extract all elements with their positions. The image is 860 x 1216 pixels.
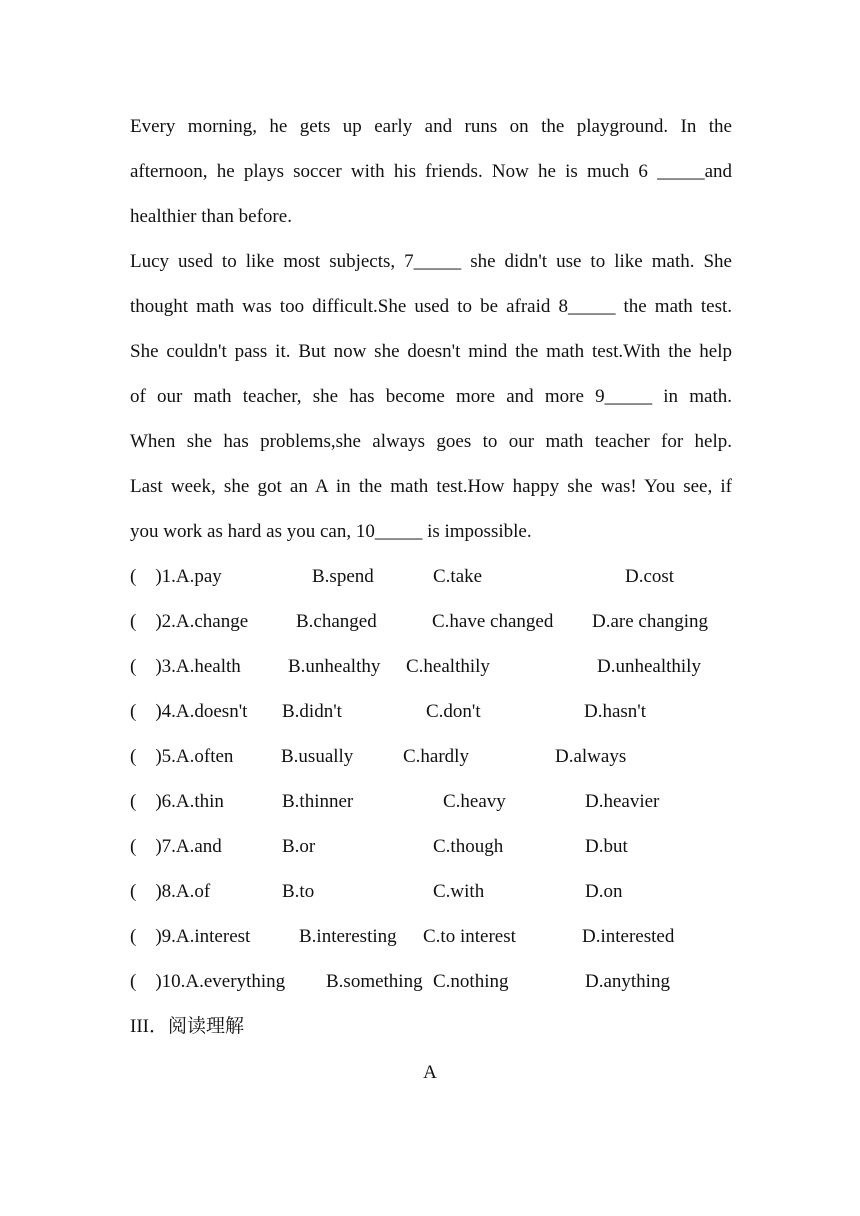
question-row <box>130 745 750 769</box>
option-d: D.heavier <box>585 791 660 812</box>
option-c: C.heavy <box>443 791 506 812</box>
question-stem: ( )8.A.of <box>130 881 211 902</box>
passage-line: Lucy used to like most subjects, 7_____ she didn't use to like math. She <box>130 251 732 272</box>
option-c: C.nothing <box>433 971 509 992</box>
passage-line: Last week, she got an A in the math test.How happy she was! You see, if <box>130 476 732 497</box>
question-row <box>130 880 750 904</box>
question-stem: ( )5.A.often <box>130 746 234 767</box>
option-c: C.don't <box>426 701 481 722</box>
option-b: B.changed <box>296 611 377 632</box>
option-c: C.though <box>433 836 504 857</box>
option-b: B.thinner <box>282 791 354 812</box>
option-c: C.to interest <box>423 926 516 947</box>
question-stem: ( )2.A.change <box>130 611 249 632</box>
section-heading: III．阅读理解 <box>130 1016 244 1037</box>
question-row <box>130 565 750 589</box>
option-b: B.interesting <box>299 926 397 947</box>
option-d: D.cost <box>625 566 675 587</box>
option-b: B.unhealthy <box>288 656 381 677</box>
option-c: C.hardly <box>403 746 469 767</box>
option-b: B.something <box>326 971 423 992</box>
option-c: C.have changed <box>432 611 554 632</box>
option-b: B.didn't <box>282 701 342 722</box>
question-stem: ( )4.A.doesn't <box>130 701 248 722</box>
option-d: D.anything <box>585 971 670 992</box>
option-d: D.always <box>555 746 627 767</box>
option-d: D.hasn't <box>584 701 647 722</box>
option-c: C.with <box>433 881 485 902</box>
question-stem: ( )10.A.everything <box>130 971 286 992</box>
passage-line: She couldn't pass it. But now she doesn't mind the math test.With the help <box>130 341 732 362</box>
option-c: C.healthily <box>406 656 490 677</box>
option-d: D.unhealthily <box>597 656 701 677</box>
option-b: B.spend <box>312 566 374 587</box>
question-row <box>130 610 750 634</box>
section-letter: A <box>423 1062 437 1083</box>
option-d: D.are changing <box>592 611 709 632</box>
question-stem: ( )9.A.interest <box>130 926 251 947</box>
option-b: B.or <box>282 836 316 857</box>
option-d: D.on <box>585 881 623 902</box>
passage-line: afternoon, he plays soccer with his friends. Now he is much 6 _____and <box>130 161 732 182</box>
question-row <box>130 655 750 679</box>
passage-line: of our math teacher, she has become more and more 9_____ in math. <box>130 386 732 407</box>
question-row <box>130 925 750 949</box>
passage-line: Every morning, he gets up early and runs on the playground. In the <box>130 116 732 137</box>
passage-line: you work as hard as you can, 10_____ is impossible. <box>130 521 532 542</box>
passage-line: thought math was too difficult.She used to be afraid 8_____ the math test. <box>130 296 732 317</box>
question-stem: ( )1.A.pay <box>130 566 222 587</box>
question-row <box>130 700 750 724</box>
option-c: C.take <box>433 566 483 587</box>
question-stem: ( )7.A.and <box>130 836 222 857</box>
option-b: B.usually <box>281 746 354 767</box>
question-row <box>130 790 750 814</box>
option-d: D.but <box>585 836 628 857</box>
question-stem: ( )3.A.health <box>130 656 241 677</box>
question-row <box>130 835 750 859</box>
question-row <box>130 970 750 994</box>
question-stem: ( )6.A.thin <box>130 791 224 812</box>
passage-line: healthier than before. <box>130 206 292 227</box>
passage-line: When she has problems,she always goes to our math teacher for help. <box>130 431 732 452</box>
option-d: D.interested <box>582 926 675 947</box>
option-b: B.to <box>282 881 315 902</box>
